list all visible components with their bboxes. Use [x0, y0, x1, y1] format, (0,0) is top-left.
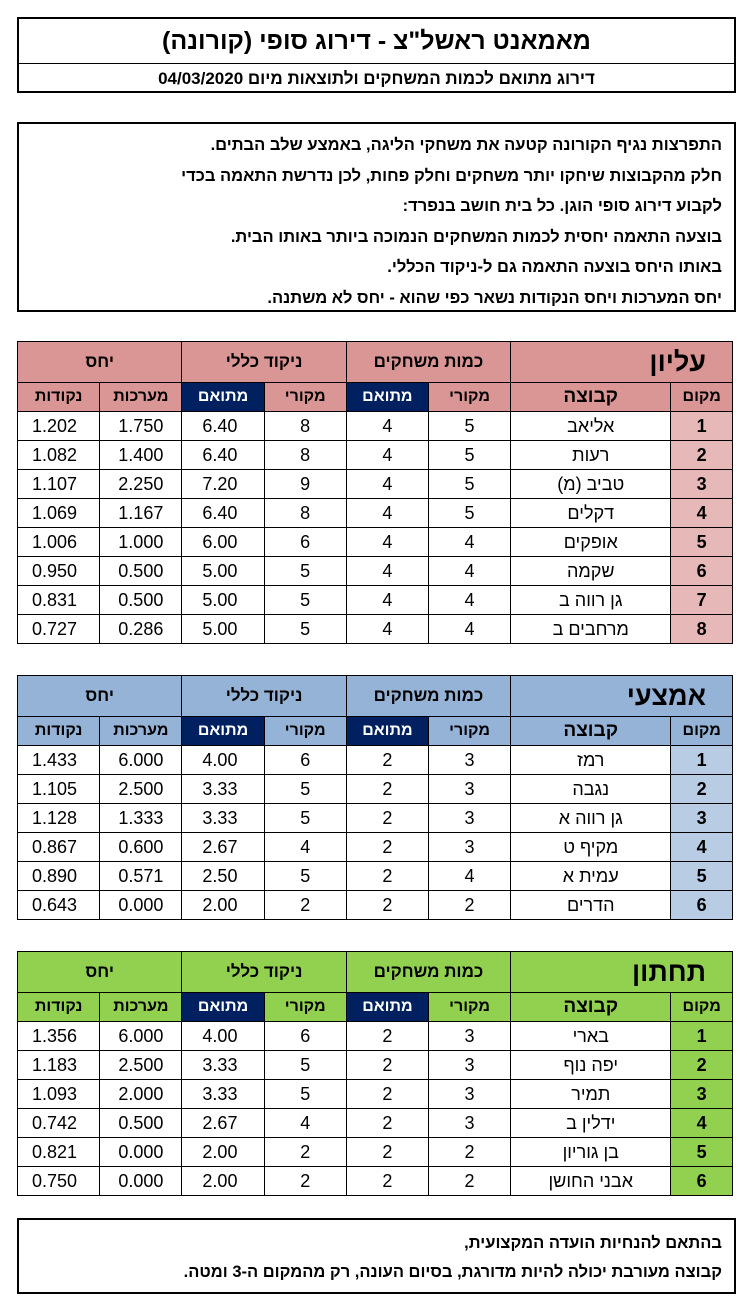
- score-group-header: ניקוד כללי: [182, 952, 346, 993]
- score-adjusted-cell: 4.00: [182, 746, 264, 775]
- sets-ratio-cell: 0.000: [100, 891, 182, 920]
- rank-cell: 6: [671, 891, 733, 920]
- points-ratio-cell: 1.433: [18, 746, 100, 775]
- score-original-cell: 2: [264, 1167, 346, 1196]
- score-original-cell: 4: [264, 1109, 346, 1138]
- games-adjusted-cell: 4: [346, 412, 428, 441]
- team-cell: גן רווה א: [511, 804, 671, 833]
- games-original-cell: 5: [428, 412, 510, 441]
- games-original-cell: 4: [428, 862, 510, 891]
- rank-cell: 2: [671, 441, 733, 470]
- points-ratio-cell: 0.821: [18, 1138, 100, 1167]
- score-adjusted-cell: 3.33: [182, 775, 264, 804]
- score-adjusted-cell: 5.00: [182, 615, 264, 644]
- table-row: [18, 441, 733, 470]
- team-cell: שקמה: [511, 557, 671, 586]
- team-cell: מקיף ט: [511, 833, 671, 862]
- league-table-top: [17, 341, 733, 644]
- games-adjusted-cell: 4: [346, 615, 428, 644]
- games-original-cell: 5: [428, 470, 510, 499]
- points-ratio-cell: 1.093: [18, 1080, 100, 1109]
- rank-cell: 1: [671, 1022, 733, 1051]
- score-original-cell: 8: [264, 499, 346, 528]
- sets-ratio-cell: 0.000: [100, 1167, 182, 1196]
- league-name: עליון: [511, 342, 733, 383]
- games-original-cell: 3: [428, 804, 510, 833]
- league-name: תחתון: [511, 952, 733, 993]
- intro-line: בוצעה התאמה יחסית לכמות המשחקים הנמוכה ביותר באותו הבית.: [230, 227, 722, 246]
- table-row: [18, 1051, 733, 1080]
- sets-ratio-cell: 1.400: [100, 441, 182, 470]
- sets-ratio-cell: 2.000: [100, 1080, 182, 1109]
- score-adjusted-cell: 6.40: [182, 441, 264, 470]
- sets-ratio-cell: 0.000: [100, 1138, 182, 1167]
- rank-cell: 4: [671, 833, 733, 862]
- points-ratio-cell: 0.831: [18, 586, 100, 615]
- score-adjusted-cell: 2.00: [182, 891, 264, 920]
- games-original-cell: 3: [428, 775, 510, 804]
- sets-ratio-cell: 1.000: [100, 528, 182, 557]
- rank-cell: 7: [671, 586, 733, 615]
- score-original-cell: 9: [264, 470, 346, 499]
- points-ratio-cell: 1.107: [18, 470, 100, 499]
- points-ratio-header: נקודות: [18, 717, 100, 746]
- intro-line: התפרצות נגיף הקורונה קטעה את משחקי הליגה, באמצע שלב הבתים.: [210, 136, 722, 154]
- games-adjusted-cell: 2: [346, 804, 428, 833]
- score-adjusted-cell: 6.40: [182, 412, 264, 441]
- score-adjusted-cell: 2.50: [182, 862, 264, 891]
- sets-ratio-cell: 1.333: [100, 804, 182, 833]
- table-row: [18, 862, 733, 891]
- table-row: [18, 528, 733, 557]
- games-original-cell: 4: [428, 615, 510, 644]
- table-row: [18, 1109, 733, 1138]
- rank-cell: 1: [671, 412, 733, 441]
- intro-line: חלק מהקבוצות שיחקו יותר משחקים וחלק פחות, לכן נדרשת התאמה בכדי: [181, 166, 722, 185]
- table-row: [18, 1167, 733, 1196]
- table-row: [18, 1022, 733, 1051]
- games-original-cell: 4: [428, 557, 510, 586]
- games-original-cell: 3: [428, 746, 510, 775]
- score-adjusted-header: מתואם: [182, 717, 264, 746]
- rank-cell: 3: [671, 1080, 733, 1109]
- score-original-cell: 8: [264, 441, 346, 470]
- page-subtitle: דירוג מתואם לכמות המשחקים ולתוצאות מיום 04/03/2020: [158, 69, 595, 88]
- score-original-cell: 4: [264, 833, 346, 862]
- sets-ratio-cell: 0.571: [100, 862, 182, 891]
- points-ratio-cell: 0.750: [18, 1167, 100, 1196]
- games-original-cell: 4: [428, 586, 510, 615]
- sets-ratio-cell: 2.250: [100, 470, 182, 499]
- games-adjusted-cell: 4: [346, 470, 428, 499]
- games-adjusted-cell: 2: [346, 862, 428, 891]
- points-ratio-cell: 1.105: [18, 775, 100, 804]
- points-ratio-cell: 0.727: [18, 615, 100, 644]
- score-adjusted-header: מתואם: [182, 383, 264, 412]
- sets-ratio-cell: 6.000: [100, 1022, 182, 1051]
- score-group-header: ניקוד כללי: [182, 676, 346, 717]
- page-title: מאמאנט ראשל"צ - דירוג סופי (קורונה): [19, 19, 734, 64]
- games-original-header: מקורי: [428, 717, 510, 746]
- table-row: [18, 499, 733, 528]
- games-adjusted-cell: 2: [346, 1022, 428, 1051]
- score-adjusted-cell: 3.33: [182, 1051, 264, 1080]
- games-adjusted-header: מתואם: [346, 717, 428, 746]
- score-original-cell: 5: [264, 1080, 346, 1109]
- games-original-cell: 3: [428, 1109, 510, 1138]
- games-adjusted-cell: 4: [346, 557, 428, 586]
- games-adjusted-cell: 2: [346, 775, 428, 804]
- league-table-bottom: [17, 951, 733, 1196]
- score-original-cell: 2: [264, 891, 346, 920]
- score-original-cell: 8: [264, 412, 346, 441]
- games-adjusted-cell: 2: [346, 1138, 428, 1167]
- team-cell: מרחבים ב: [511, 615, 671, 644]
- games-original-cell: 3: [428, 833, 510, 862]
- score-original-cell: 5: [264, 557, 346, 586]
- games-adjusted-cell: 4: [346, 499, 428, 528]
- rank-cell: 6: [671, 557, 733, 586]
- team-cell: בארי: [511, 1022, 671, 1051]
- rank-cell: 2: [671, 775, 733, 804]
- team-cell: רעות: [511, 441, 671, 470]
- score-original-cell: 6: [264, 528, 346, 557]
- points-ratio-cell: 0.890: [18, 862, 100, 891]
- table-row: [18, 557, 733, 586]
- sets-ratio-cell: 2.500: [100, 775, 182, 804]
- rank-cell: 4: [671, 499, 733, 528]
- ratio-group-header: יחס: [18, 952, 182, 993]
- score-group-header: ניקוד כללי: [182, 342, 346, 383]
- rank-cell: 5: [671, 862, 733, 891]
- sets-ratio-cell: 0.500: [100, 557, 182, 586]
- rank-cell: 6: [671, 1167, 733, 1196]
- table-row: [18, 412, 733, 441]
- table-row: [18, 746, 733, 775]
- games-original-cell: 4: [428, 528, 510, 557]
- games-adjusted-cell: 2: [346, 833, 428, 862]
- games-original-cell: 2: [428, 1138, 510, 1167]
- games-original-header: מקורי: [428, 993, 510, 1022]
- points-ratio-cell: 1.128: [18, 804, 100, 833]
- score-adjusted-cell: 2.00: [182, 1167, 264, 1196]
- sets-ratio-cell: 0.600: [100, 833, 182, 862]
- games-original-cell: 3: [428, 1080, 510, 1109]
- intro-notes: [17, 122, 736, 312]
- points-ratio-cell: 0.643: [18, 891, 100, 920]
- table-row: [18, 615, 733, 644]
- rank-cell: 3: [671, 804, 733, 833]
- league-table-middle: [17, 675, 733, 920]
- team-column-header: קבוצה: [511, 993, 671, 1022]
- table-row: [18, 891, 733, 920]
- score-adjusted-cell: 2.67: [182, 1109, 264, 1138]
- sets-ratio-cell: 1.750: [100, 412, 182, 441]
- table-row: [18, 1080, 733, 1109]
- table-row: [18, 586, 733, 615]
- intro-line: יחס המערכות ויחס הנקודות נשאר כפי שהוא - יחס לא משתנה.: [267, 288, 722, 307]
- sets-ratio-header: מערכות: [100, 993, 182, 1022]
- footer-line: בהתאם להנחיות הועדה המקצועית,: [464, 1234, 722, 1252]
- games-group-header: כמות משחקים: [346, 952, 510, 993]
- games-adjusted-cell: 2: [346, 1167, 428, 1196]
- games-original-cell: 3: [428, 1051, 510, 1080]
- rank-cell: 1: [671, 746, 733, 775]
- score-original-header: מקורי: [264, 717, 346, 746]
- score-adjusted-cell: 3.33: [182, 1080, 264, 1109]
- points-ratio-cell: 1.183: [18, 1051, 100, 1080]
- games-group-header: כמות משחקים: [346, 342, 510, 383]
- rank-cell: 4: [671, 1109, 733, 1138]
- intro-line: באותו היחס בוצעה התאמה גם ל-ניקוד הכללי.: [387, 258, 722, 276]
- footer-note: [17, 1218, 736, 1294]
- sets-ratio-cell: 0.500: [100, 586, 182, 615]
- rank-cell: 5: [671, 1138, 733, 1167]
- score-original-cell: 5: [264, 804, 346, 833]
- score-original-cell: 5: [264, 775, 346, 804]
- score-original-cell: 5: [264, 615, 346, 644]
- sets-ratio-cell: 0.500: [100, 1109, 182, 1138]
- points-ratio-cell: 1.069: [18, 499, 100, 528]
- sets-ratio-cell: 6.000: [100, 746, 182, 775]
- rank-cell: 2: [671, 1051, 733, 1080]
- score-adjusted-cell: 5.00: [182, 586, 264, 615]
- sets-ratio-header: מערכות: [100, 717, 182, 746]
- games-original-header: מקורי: [428, 383, 510, 412]
- team-cell: תמיר: [511, 1080, 671, 1109]
- score-adjusted-header: מתואם: [182, 993, 264, 1022]
- team-cell: נגבה: [511, 775, 671, 804]
- team-cell: אבני החושן: [511, 1167, 671, 1196]
- games-adjusted-cell: 2: [346, 1080, 428, 1109]
- rank-column-header: מקום: [671, 993, 733, 1022]
- team-column-header: קבוצה: [511, 717, 671, 746]
- team-cell: דקלים: [511, 499, 671, 528]
- games-adjusted-cell: 4: [346, 441, 428, 470]
- points-ratio-cell: 0.950: [18, 557, 100, 586]
- score-original-cell: 5: [264, 1051, 346, 1080]
- games-adjusted-header: מתואם: [346, 383, 428, 412]
- points-ratio-cell: 1.082: [18, 441, 100, 470]
- games-group-header: כמות משחקים: [346, 676, 510, 717]
- score-original-cell: 5: [264, 862, 346, 891]
- rank-cell: 8: [671, 615, 733, 644]
- score-adjusted-cell: 4.00: [182, 1022, 264, 1051]
- score-original-cell: 6: [264, 746, 346, 775]
- score-adjusted-cell: 5.00: [182, 557, 264, 586]
- sets-ratio-cell: 2.500: [100, 1051, 182, 1080]
- team-column-header: קבוצה: [511, 383, 671, 412]
- score-adjusted-cell: 2.67: [182, 833, 264, 862]
- points-ratio-header: נקודות: [18, 383, 100, 412]
- games-adjusted-cell: 2: [346, 746, 428, 775]
- games-adjusted-cell: 2: [346, 1051, 428, 1080]
- score-adjusted-cell: 7.20: [182, 470, 264, 499]
- rank-cell: 3: [671, 470, 733, 499]
- games-original-cell: 3: [428, 1022, 510, 1051]
- score-original-cell: 2: [264, 1138, 346, 1167]
- games-adjusted-cell: 4: [346, 528, 428, 557]
- games-adjusted-cell: 2: [346, 891, 428, 920]
- games-adjusted-cell: 2: [346, 1109, 428, 1138]
- games-adjusted-cell: 4: [346, 586, 428, 615]
- score-adjusted-cell: 2.00: [182, 1138, 264, 1167]
- sets-ratio-cell: 1.167: [100, 499, 182, 528]
- score-original-cell: 5: [264, 586, 346, 615]
- score-adjusted-cell: 6.40: [182, 499, 264, 528]
- games-original-cell: 2: [428, 891, 510, 920]
- team-cell: רמז: [511, 746, 671, 775]
- title-box: [17, 17, 736, 93]
- ratio-group-header: יחס: [18, 342, 182, 383]
- team-cell: בן גוריון: [511, 1138, 671, 1167]
- table-row: [18, 833, 733, 862]
- team-cell: אליאב: [511, 412, 671, 441]
- team-cell: ידלין ב: [511, 1109, 671, 1138]
- points-ratio-cell: 1.356: [18, 1022, 100, 1051]
- league-name: אמצעי: [511, 676, 733, 717]
- score-original-header: מקורי: [264, 383, 346, 412]
- points-ratio-cell: 1.006: [18, 528, 100, 557]
- rank-column-header: מקום: [671, 717, 733, 746]
- sets-ratio-cell: 0.286: [100, 615, 182, 644]
- rank-column-header: מקום: [671, 383, 733, 412]
- score-original-header: מקורי: [264, 993, 346, 1022]
- footer-line: קבוצה מעורבת יכולה להיות מדורגת, בסיום העונה, רק מהמקום ה-3 ומטה.: [183, 1263, 722, 1281]
- ratio-group-header: יחס: [18, 676, 182, 717]
- rank-cell: 5: [671, 528, 733, 557]
- points-ratio-cell: 0.867: [18, 833, 100, 862]
- sets-ratio-header: מערכות: [100, 383, 182, 412]
- intro-line: לקבוע דירוג סופי הוגן. כל בית חושב בנפרד:: [402, 197, 722, 215]
- games-original-cell: 2: [428, 1167, 510, 1196]
- points-ratio-cell: 0.742: [18, 1109, 100, 1138]
- points-ratio-cell: 1.202: [18, 412, 100, 441]
- team-cell: עמית א: [511, 862, 671, 891]
- team-cell: אופקים: [511, 528, 671, 557]
- table-row: [18, 804, 733, 833]
- table-row: [18, 775, 733, 804]
- team-cell: יפה נוף: [511, 1051, 671, 1080]
- score-original-cell: 6: [264, 1022, 346, 1051]
- games-adjusted-header: מתואם: [346, 993, 428, 1022]
- score-adjusted-cell: 3.33: [182, 804, 264, 833]
- games-original-cell: 5: [428, 499, 510, 528]
- score-adjusted-cell: 6.00: [182, 528, 264, 557]
- games-original-cell: 5: [428, 441, 510, 470]
- table-row: [18, 1138, 733, 1167]
- team-cell: טביב (מ): [511, 470, 671, 499]
- team-cell: גן רווה ב: [511, 586, 671, 615]
- points-ratio-header: נקודות: [18, 993, 100, 1022]
- table-row: [18, 470, 733, 499]
- team-cell: הדרים: [511, 891, 671, 920]
